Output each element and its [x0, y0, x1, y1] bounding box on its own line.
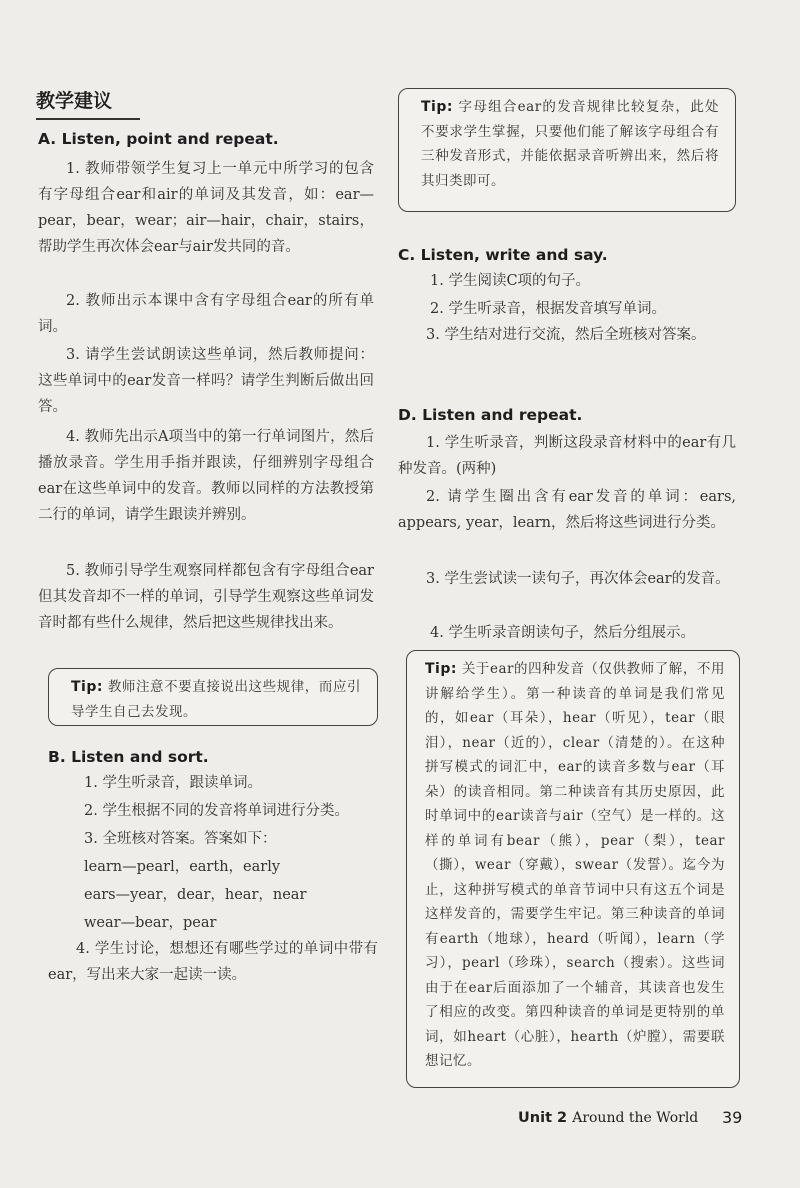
- section-d-para-3: 3. 学生尝试读一读句子，再次体会ear的发音。: [426, 571, 730, 587]
- section-c-item-1: 1. 学生阅读C项的句子。: [430, 273, 591, 289]
- section-a-para-3: 3. 请学生尝试朗读这些单词，然后教师提问：这些单词中的ear发音一样吗？请学生判断后做出回答。: [38, 347, 374, 415]
- section-a-para-4: 4. 教师先出示A项当中的第一行单词图片，然后播放录音。学生用手指并跟读，仔细辨别字母组合ear在这些单词中的发音。教师以同样的方法教授第二行的单词，请学生跟读并辨别。: [38, 429, 374, 523]
- tip-text: 关于ear的四种发音（仅供教师了解，不用讲解给学生）。第一种读音的单词是我们常见的，如ear（耳朵），hear（听见），tear（眼泪），near（近的），clear（清楚的）。在这种拼写模式的词汇中，ear的读音多数与ear（耳朵）的读音相同。第二种读音有其历史原因，此时单词中的ear读音与air（空气）是一样的。这样的单词有bear（熊），pear（梨），tear（撕），wear（穿戴），swear（发誓）。迄今为止，这种拼写模式的单音节词中只有这五个词是这样发音的，需要学生牢记。第三种读音的单词有earth（地球），heard（听闻），learn（学习），pearl（珍珠），search（搜索）。这些词由于在ear后面添加了一个辅音，其读音也发生了相应的改变。第四种读音的单词是更特别的单词，如heart（心脏），hearth（炉膛），需要联想记忆。: [425, 661, 726, 1069]
- section-b-item-1: 1. 学生听录音，跟读单词。: [84, 775, 262, 791]
- title-underline: [36, 118, 140, 120]
- tip-box-a: [48, 668, 378, 726]
- section-d-para-2: 2. 请学生圈出含有ear发音的单词：ears, appears, year，learn，然后将这些词进行分类。: [398, 489, 736, 531]
- tip-box-top: [398, 88, 736, 212]
- section-b-item-3: 3. 全班核对答案。答案如下：: [84, 831, 277, 847]
- section-a-para-2: 2. 教师出示本课中含有字母组合ear的所有单词。: [38, 293, 374, 335]
- tip-text: 字母组合ear的发音规律比较复杂，此处不要求学生掌握，只要他们能了解该字母组合有三种发音形式，并能依据录音听辨出来，然后将其归类即可。: [421, 99, 719, 189]
- section-c-item-2: 2. 学生听录音，根据发音填写单词。: [430, 301, 666, 317]
- section-d-item-4: 4. 学生听录音朗读句子，然后分组展示。: [430, 625, 695, 641]
- section-c-para-3: 3. 学生结对进行交流，然后全班核对答案。: [426, 327, 706, 343]
- page-title: 教学建议: [36, 90, 113, 112]
- section-b-para-4: 4. 学生讨论，想想还有哪些学过的单词中带有ear，写出来大家一起读一读。: [48, 941, 378, 983]
- tip-label: Tip:: [71, 679, 103, 695]
- section-d-para-1: 1. 学生听录音，判断这段录音材料中的ear有几种发音。(两种): [398, 435, 736, 477]
- tip-box-bottom: [406, 650, 740, 1088]
- footer-unit-title: Around the World: [572, 1110, 699, 1126]
- page-number: 39: [722, 1108, 743, 1127]
- section-a-heading: A. Listen, point and repeat.: [38, 130, 279, 148]
- footer-unit-label: Unit 2: [518, 1110, 568, 1126]
- section-c-heading: C. Listen, write and say.: [398, 246, 608, 264]
- section-b-answer-1: learn—pearl，earth，early: [84, 859, 281, 875]
- section-d-heading: D. Listen and repeat.: [398, 406, 583, 424]
- footer-unit: [518, 1110, 698, 1126]
- section-b-answer-2: ears—year，dear，hear，near: [84, 887, 307, 903]
- tip-text: 教师注意不要直接说出这些规律，而应引导学生自己去发现。: [71, 679, 362, 720]
- section-b-item-2: 2. 学生根据不同的发音将单词进行分类。: [84, 803, 349, 819]
- section-b-answer-3: wear—bear，pear: [84, 915, 217, 931]
- tip-label: Tip:: [425, 661, 457, 677]
- section-b-heading: B. Listen and sort.: [48, 748, 209, 766]
- section-a-para-5: 5. 教师引导学生观察同样都包含有字母组合ear但其发音却不一样的单词，引导学生观察这些单词发音时都有些什么规律，然后把这些规律找出来。: [38, 563, 374, 631]
- section-a-para-1: 1. 教师带领学生复习上一单元中所学习的包含有字母组合ear和air的单词及其发音，如：ear—pear，bear，wear；air—hair，chair，stairs，帮助学生再次体会ear与air发共同的音。: [38, 161, 374, 255]
- tip-label: Tip:: [421, 99, 453, 115]
